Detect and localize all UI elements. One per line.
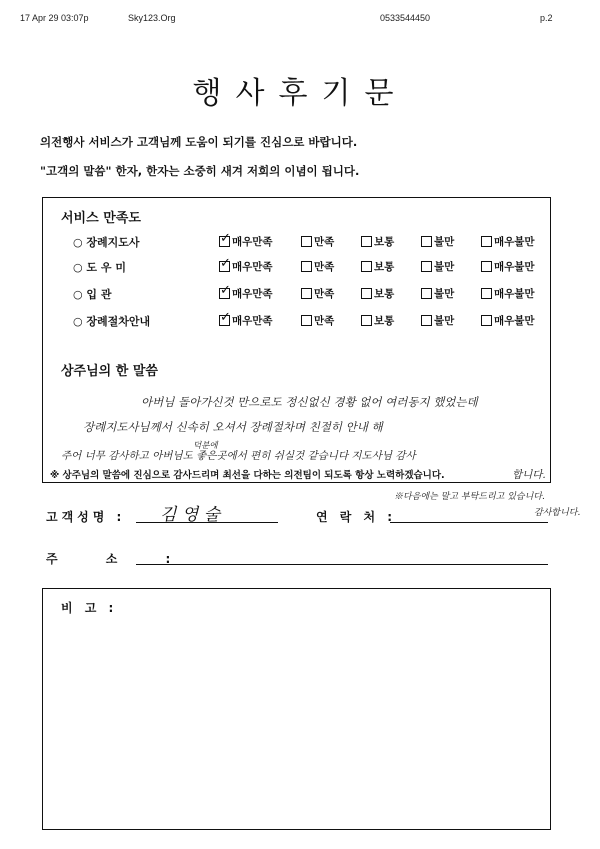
checkbox[interactable] — [481, 315, 492, 326]
satisfaction-option-label: 보통 — [374, 315, 395, 327]
satisfaction-option[interactable] — [301, 286, 334, 301]
intro-line-2: "고객의 말씀" 한자, 한자는 소중히 새겨 저희의 이념이 됩니다. — [40, 164, 360, 178]
satisfaction-option-label: 매우불만 — [494, 261, 535, 273]
satisfaction-option-label: 매우만족 — [232, 236, 273, 248]
comment-line-4: 합니다. — [512, 469, 546, 481]
satisfaction-option[interactable] — [361, 234, 394, 249]
satisfaction-option-label: 불만 — [434, 236, 455, 248]
satisfaction-option[interactable] — [481, 234, 535, 249]
fax-page: p.2 — [540, 13, 553, 23]
satisfaction-option[interactable] — [481, 286, 535, 301]
satisfaction-option-label: 보통 — [374, 236, 395, 248]
satisfaction-option[interactable] — [301, 313, 334, 328]
satisfaction-option[interactable] — [219, 259, 273, 274]
contact-field-line[interactable] — [390, 522, 548, 523]
contact-label: 연 락 처 : — [316, 510, 397, 524]
satisfaction-option-label: 만족 — [314, 288, 335, 300]
satisfaction-option[interactable] — [301, 259, 334, 274]
satisfaction-option[interactable] — [361, 286, 394, 301]
satisfaction-option-label: 보통 — [374, 288, 395, 300]
satisfaction-option-label: 매우만족 — [232, 315, 273, 327]
checkbox[interactable] — [301, 315, 312, 326]
satisfaction-option[interactable] — [219, 286, 273, 301]
satisfaction-option-label: 매우불만 — [494, 315, 535, 327]
satisfaction-option[interactable] — [219, 234, 273, 249]
checkbox[interactable] — [301, 288, 312, 299]
checkbox[interactable] — [421, 261, 432, 272]
side-note-line-1: ※다음에는 말고 부탁드리고 있습니다. — [394, 492, 545, 502]
satisfaction-option[interactable] — [361, 313, 394, 328]
fax-sender: Sky123.Org — [128, 13, 176, 23]
checkbox[interactable] — [301, 261, 312, 272]
satisfaction-option-label: 만족 — [314, 261, 335, 273]
name-label: 고객성명 : — [46, 510, 126, 524]
comment-line-2: 장례지도사님께서 신속히 오셔서 장례절차며 친절히 안내 해 — [83, 420, 383, 434]
comment-line-1: 아버님 돌아가신것 만으로도 정신없신 경황 없어 여러동지 했었는데 — [141, 395, 478, 409]
side-note-line-2: 감사합니다. — [534, 508, 581, 518]
checkbox[interactable] — [481, 288, 492, 299]
satisfaction-row — [43, 313, 550, 331]
satisfaction-row-label: ○ 입 관 — [73, 288, 112, 301]
satisfaction-option-label: 불만 — [434, 288, 455, 300]
name-value[interactable]: 김 영 술 — [160, 505, 221, 525]
satisfaction-option-label: 보통 — [374, 261, 395, 273]
notice-text: ※ 상주님의 말씀에 진심으로 감사드리며 최선을 다하는 의전팀이 되도록 항상 노력하겠습니다. — [50, 470, 445, 481]
comment-line-3: 주어 너무 감사하고 아버님도 좋은곳에서 편히 쉬실것 같습니다 지도사님 감사 — [61, 450, 416, 462]
remarks-box[interactable] — [42, 588, 551, 830]
satisfaction-option[interactable] — [421, 234, 454, 249]
document-title: 행사후기문 — [192, 76, 408, 111]
satisfaction-option-label: 매우만족 — [232, 261, 273, 273]
satisfaction-option[interactable] — [421, 259, 454, 274]
comments-heading: 상주님의 한 말씀 — [61, 364, 158, 379]
checkbox[interactable] — [481, 236, 492, 247]
checkbox[interactable] — [361, 315, 372, 326]
fax-phone: 0533544450 — [380, 13, 431, 23]
remarks-label: 비 고 : — [61, 601, 118, 615]
satisfaction-option[interactable] — [481, 313, 535, 328]
satisfaction-row-label: ○ 장례지도사 — [73, 236, 140, 249]
checked-checkbox[interactable] — [219, 236, 230, 247]
satisfaction-option-label: 매우불만 — [494, 236, 535, 248]
satisfaction-option[interactable] — [361, 259, 394, 274]
satisfaction-option[interactable] — [219, 313, 273, 328]
satisfaction-row-label: ○ 도 우 미 — [73, 261, 126, 274]
name-field-line — [136, 522, 278, 523]
satisfaction-row — [43, 286, 550, 304]
address-field-line[interactable] — [136, 564, 548, 565]
satisfaction-row — [43, 234, 550, 252]
address-label: 주 소 : — [46, 552, 193, 566]
checkbox[interactable] — [421, 236, 432, 247]
satisfaction-heading: 서비스 만족도 — [61, 211, 141, 226]
satisfaction-option-label: 매우불만 — [494, 288, 535, 300]
checkbox[interactable] — [361, 236, 372, 247]
satisfaction-option-label: 불만 — [434, 315, 455, 327]
fax-datetime: 17 Apr 29 03:07p — [20, 13, 89, 23]
satisfaction-option-label: 만족 — [314, 236, 335, 248]
satisfaction-option[interactable] — [421, 286, 454, 301]
checkbox[interactable] — [361, 288, 372, 299]
satisfaction-option-label: 매우만족 — [232, 288, 273, 300]
checked-checkbox[interactable] — [219, 288, 230, 299]
satisfaction-row-label: ○ 장례절차안내 — [73, 315, 151, 328]
satisfaction-option[interactable] — [301, 234, 334, 249]
survey-box — [42, 197, 551, 483]
checkbox[interactable] — [421, 288, 432, 299]
checked-checkbox[interactable] — [219, 315, 230, 326]
checkbox[interactable] — [301, 236, 312, 247]
intro-line-1: 의전행사 서비스가 고객님께 도움이 되기를 진심으로 바랍니다. — [40, 135, 358, 149]
satisfaction-option[interactable] — [481, 259, 535, 274]
satisfaction-row — [43, 259, 550, 277]
comment-inserted-word: 덕분에 — [193, 441, 218, 451]
checkbox[interactable] — [361, 261, 372, 272]
checkbox[interactable] — [421, 315, 432, 326]
satisfaction-option-label: 만족 — [314, 315, 335, 327]
checked-checkbox[interactable] — [219, 261, 230, 272]
satisfaction-option-label: 불만 — [434, 261, 455, 273]
satisfaction-option[interactable] — [421, 313, 454, 328]
checkbox[interactable] — [481, 261, 492, 272]
